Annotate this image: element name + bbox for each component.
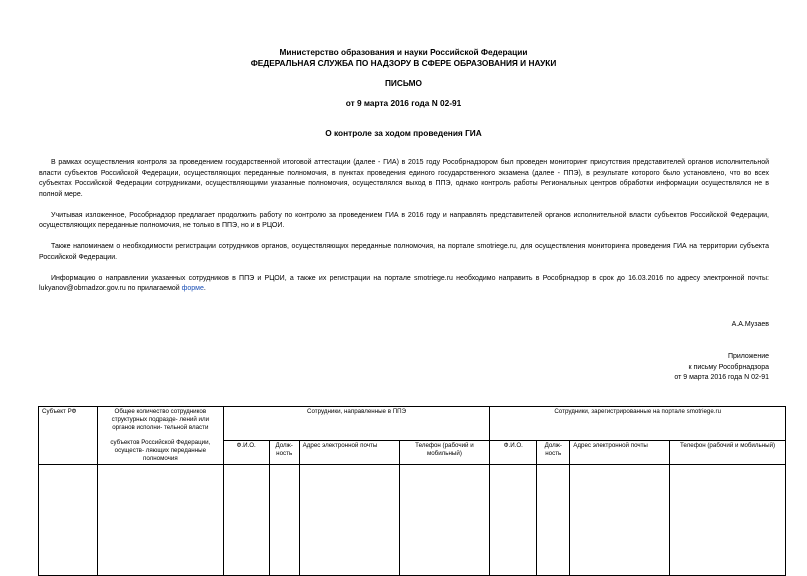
sub-email-ppe: Адрес электронной почты <box>299 441 399 465</box>
paragraph-4 <box>39 274 769 295</box>
table-row <box>39 465 786 576</box>
signature: А.А.Музаев <box>731 321 769 328</box>
doc-type: ПИСЬМО <box>384 78 423 88</box>
cell-phone-ppe[interactable] <box>399 465 490 576</box>
paragraph-3: Также напоминаем о необходимости регистрации сотрудников органов, осуществляющих переданные полномочия, на портале smotriege.ru, для осуществления мониторинга проведения ГИА на территории субъекта Российской Федерации. <box>39 243 769 261</box>
sub-fio-ppe: Ф.И.О. <box>223 441 269 465</box>
paragraph-1: В рамках осуществления контроля за проведением государственной итоговой аттестации (далее - ГИА) в 2015 году Рособрнадзором был проведен мониторинг присутствия представителей органов исполнительной власти субъектов Российской Федерации, осуществляющих переданные полномочия, в пунктах проведения единого государственного экзамена (далее - ППЭ), в результате которого было установлено, что во всех субъектах Российской Федерации сотрудниками, осуществляющими указанные полномочия, осуществлялся выход в ППЭ, однако контроль работы Региональных центров обработки информации осуществлялся не в полной мере. <box>39 159 769 198</box>
ministry-name: Министерство образования и науки Российской Федерации <box>279 47 528 57</box>
cell-email-reg[interactable] <box>570 465 670 576</box>
paragraph-4-end: . <box>203 285 206 292</box>
header-total-part-2: субъектов Российской Федерации, осуществ- ляющих переданные полномочия <box>110 438 211 463</box>
doc-date-number: от 9 марта 2016 года N 02-91 <box>345 98 462 108</box>
service-name: ФЕДЕРАЛЬНАЯ СЛУЖБА ПО НАДЗОРУ В СФЕРЕ ОБРАЗОВАНИЯ И НАУКИ <box>250 58 557 68</box>
sub-phone-ppe: Телефон (рабочий и мобильный) <box>399 441 490 465</box>
paragraph-2: Учитывая изложенное, Рособрнадзор предлагает продолжить работу по контролю за проведением ГИА в 2016 году и направлять представителей органов исполнительной власти субъектов Российской Федерации, осуществляющих переданные полномочия, не только в ППЭ, но и в РЦОИ. <box>39 211 769 229</box>
cell-fio-reg[interactable] <box>490 465 537 576</box>
doc-title: О контроле за ходом проведения ГИА <box>325 128 482 138</box>
sub-position-reg: Долж- ность <box>537 441 570 465</box>
cell-phone-reg[interactable] <box>670 465 786 576</box>
letter-body <box>39 158 769 305</box>
cell-total[interactable] <box>97 465 223 576</box>
header-subject: Субъект РФ <box>39 407 98 465</box>
form-link[interactable]: форме <box>181 285 204 292</box>
sub-fio-reg: Ф.И.О. <box>490 441 537 465</box>
cell-subject[interactable] <box>39 465 98 576</box>
appendix-line-2: к письму Рособрнадзора <box>688 363 769 371</box>
appendix-line-1: Приложение <box>727 353 769 360</box>
header-total <box>97 407 223 465</box>
appendix-header <box>674 352 769 384</box>
paragraph-4-text: Информацию о направлении указанных сотрудников в ППЭ и РЦОИ, а также их регистрации на портале smotriege.ru необходимо направить в Рособрнадзор в срок до 16.03.2016 по адресу электронной почты: lukyanov@obrnadzor.gov.ru по прилагаемой <box>39 274 769 292</box>
sub-phone-reg: Телефон (рабочий и мобильный) <box>670 441 786 465</box>
header-reg-group: Сотрудники, зарегистрированные на портале smotriege.ru <box>490 407 786 441</box>
sub-email-reg: Адрес электронной почты <box>570 441 670 465</box>
cell-fio-ppe[interactable] <box>223 465 269 576</box>
cell-position-reg[interactable] <box>537 465 570 576</box>
header-ppe-group: Сотрудники, направленные в ППЭ <box>223 407 490 441</box>
header-total-part-1: Общее количество сотрудников структурных подразде- лений или органов исполни- тельной власти <box>111 408 210 432</box>
sub-position-ppe: Долж- ность <box>269 441 299 465</box>
appendix-table <box>38 406 786 576</box>
appendix-line-3: от 9 марта 2016 года N 02-91 <box>674 374 769 381</box>
cell-email-ppe[interactable] <box>299 465 399 576</box>
cell-position-ppe[interactable] <box>269 465 299 576</box>
